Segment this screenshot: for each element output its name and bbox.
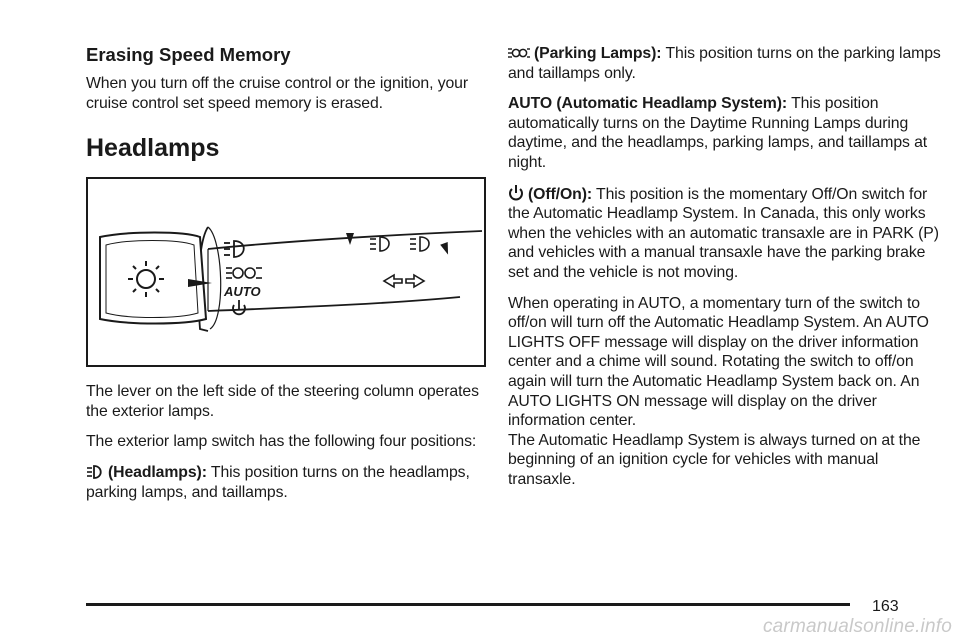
headlamp-icon xyxy=(224,241,244,257)
off-on-term: (Off/On): xyxy=(528,185,593,203)
parking-lamps-description: This position turns on the parking lamps and taillamps only. xyxy=(508,45,941,82)
power-icon xyxy=(233,300,245,314)
footer-rule xyxy=(86,603,850,606)
right-column xyxy=(508,44,948,500)
headlamp-icon xyxy=(86,464,104,480)
erasing-speed-memory-heading: Erasing Speed Memory xyxy=(86,44,291,65)
erasing-speed-memory-text: When you turn off the cruise control or the ignition, your cruise control set speed memory is erased. xyxy=(86,75,469,112)
headlamps-term: (Headlamps): xyxy=(108,463,207,481)
parking-lamps-position-item xyxy=(508,44,948,83)
headlamp-lever-illustration xyxy=(88,179,484,365)
auto-position-item xyxy=(508,94,948,172)
page-number: 163 xyxy=(872,598,899,615)
flash-indicator-left-icon xyxy=(346,233,354,245)
headlamps-heading: Headlamps xyxy=(86,134,220,163)
parking-lamp-icon xyxy=(226,268,262,278)
off-on-position-item xyxy=(508,184,948,283)
auto-operating-text: When operating in AUTO, a momentary turn of the switch to off/on will turn off the Automatic Headlamp System. An AUTO LIGHTS OFF message will display on the driver information center and a chime will sound. Rotating the switch to off/on again will turn the Automatic Headlamp System back on. An AUTO LIGHTS ON message will display on the driver information center. xyxy=(508,294,929,430)
headlamp-lever-figure xyxy=(86,177,486,367)
auto-description: This position automatically turns on the Daytime Running Lamps during daytime, and the headlamps, parking lamps, and taillamps at night. xyxy=(508,95,928,171)
high-beam-flash-icon xyxy=(410,237,429,251)
lever-description-text: The lever on the left side of the steering column operates the exterior lamps. xyxy=(86,383,479,420)
turn-signal-icon xyxy=(384,275,424,287)
headlamps-position-item xyxy=(86,463,488,502)
auto-always-on-text: The Automatic Headlamp System is always turned on at the beginning of an ignition cycle for vehicles with manual transaxle. xyxy=(508,431,921,488)
flash-indicator-right-icon xyxy=(440,242,452,256)
watermark: carmanualsonline.info xyxy=(762,616,952,637)
parking-lamp-icon xyxy=(508,45,530,61)
switch-positions-intro-text: The exterior lamp switch has the following four positions: xyxy=(86,433,477,451)
off-on-description: This position is the momentary Off/On switch for the Automatic Headlamp System. In Canada, this only works when the vehicles with an automatic transaxle are in PARK (P) and vehicles with a manual transaxle have the parking brake set and the vehicle is not moving. xyxy=(508,185,939,281)
auto-label: AUTO xyxy=(224,284,261,300)
high-beam-icon xyxy=(370,237,389,251)
left-column xyxy=(86,44,488,502)
auto-term: AUTO (Automatic Headlamp System): xyxy=(508,95,788,113)
power-icon xyxy=(508,184,524,202)
parking-lamps-term: (Parking Lamps): xyxy=(534,45,662,62)
headlamps-description: This position turns on the headlamps, parking lamps, and taillamps. xyxy=(86,463,470,501)
